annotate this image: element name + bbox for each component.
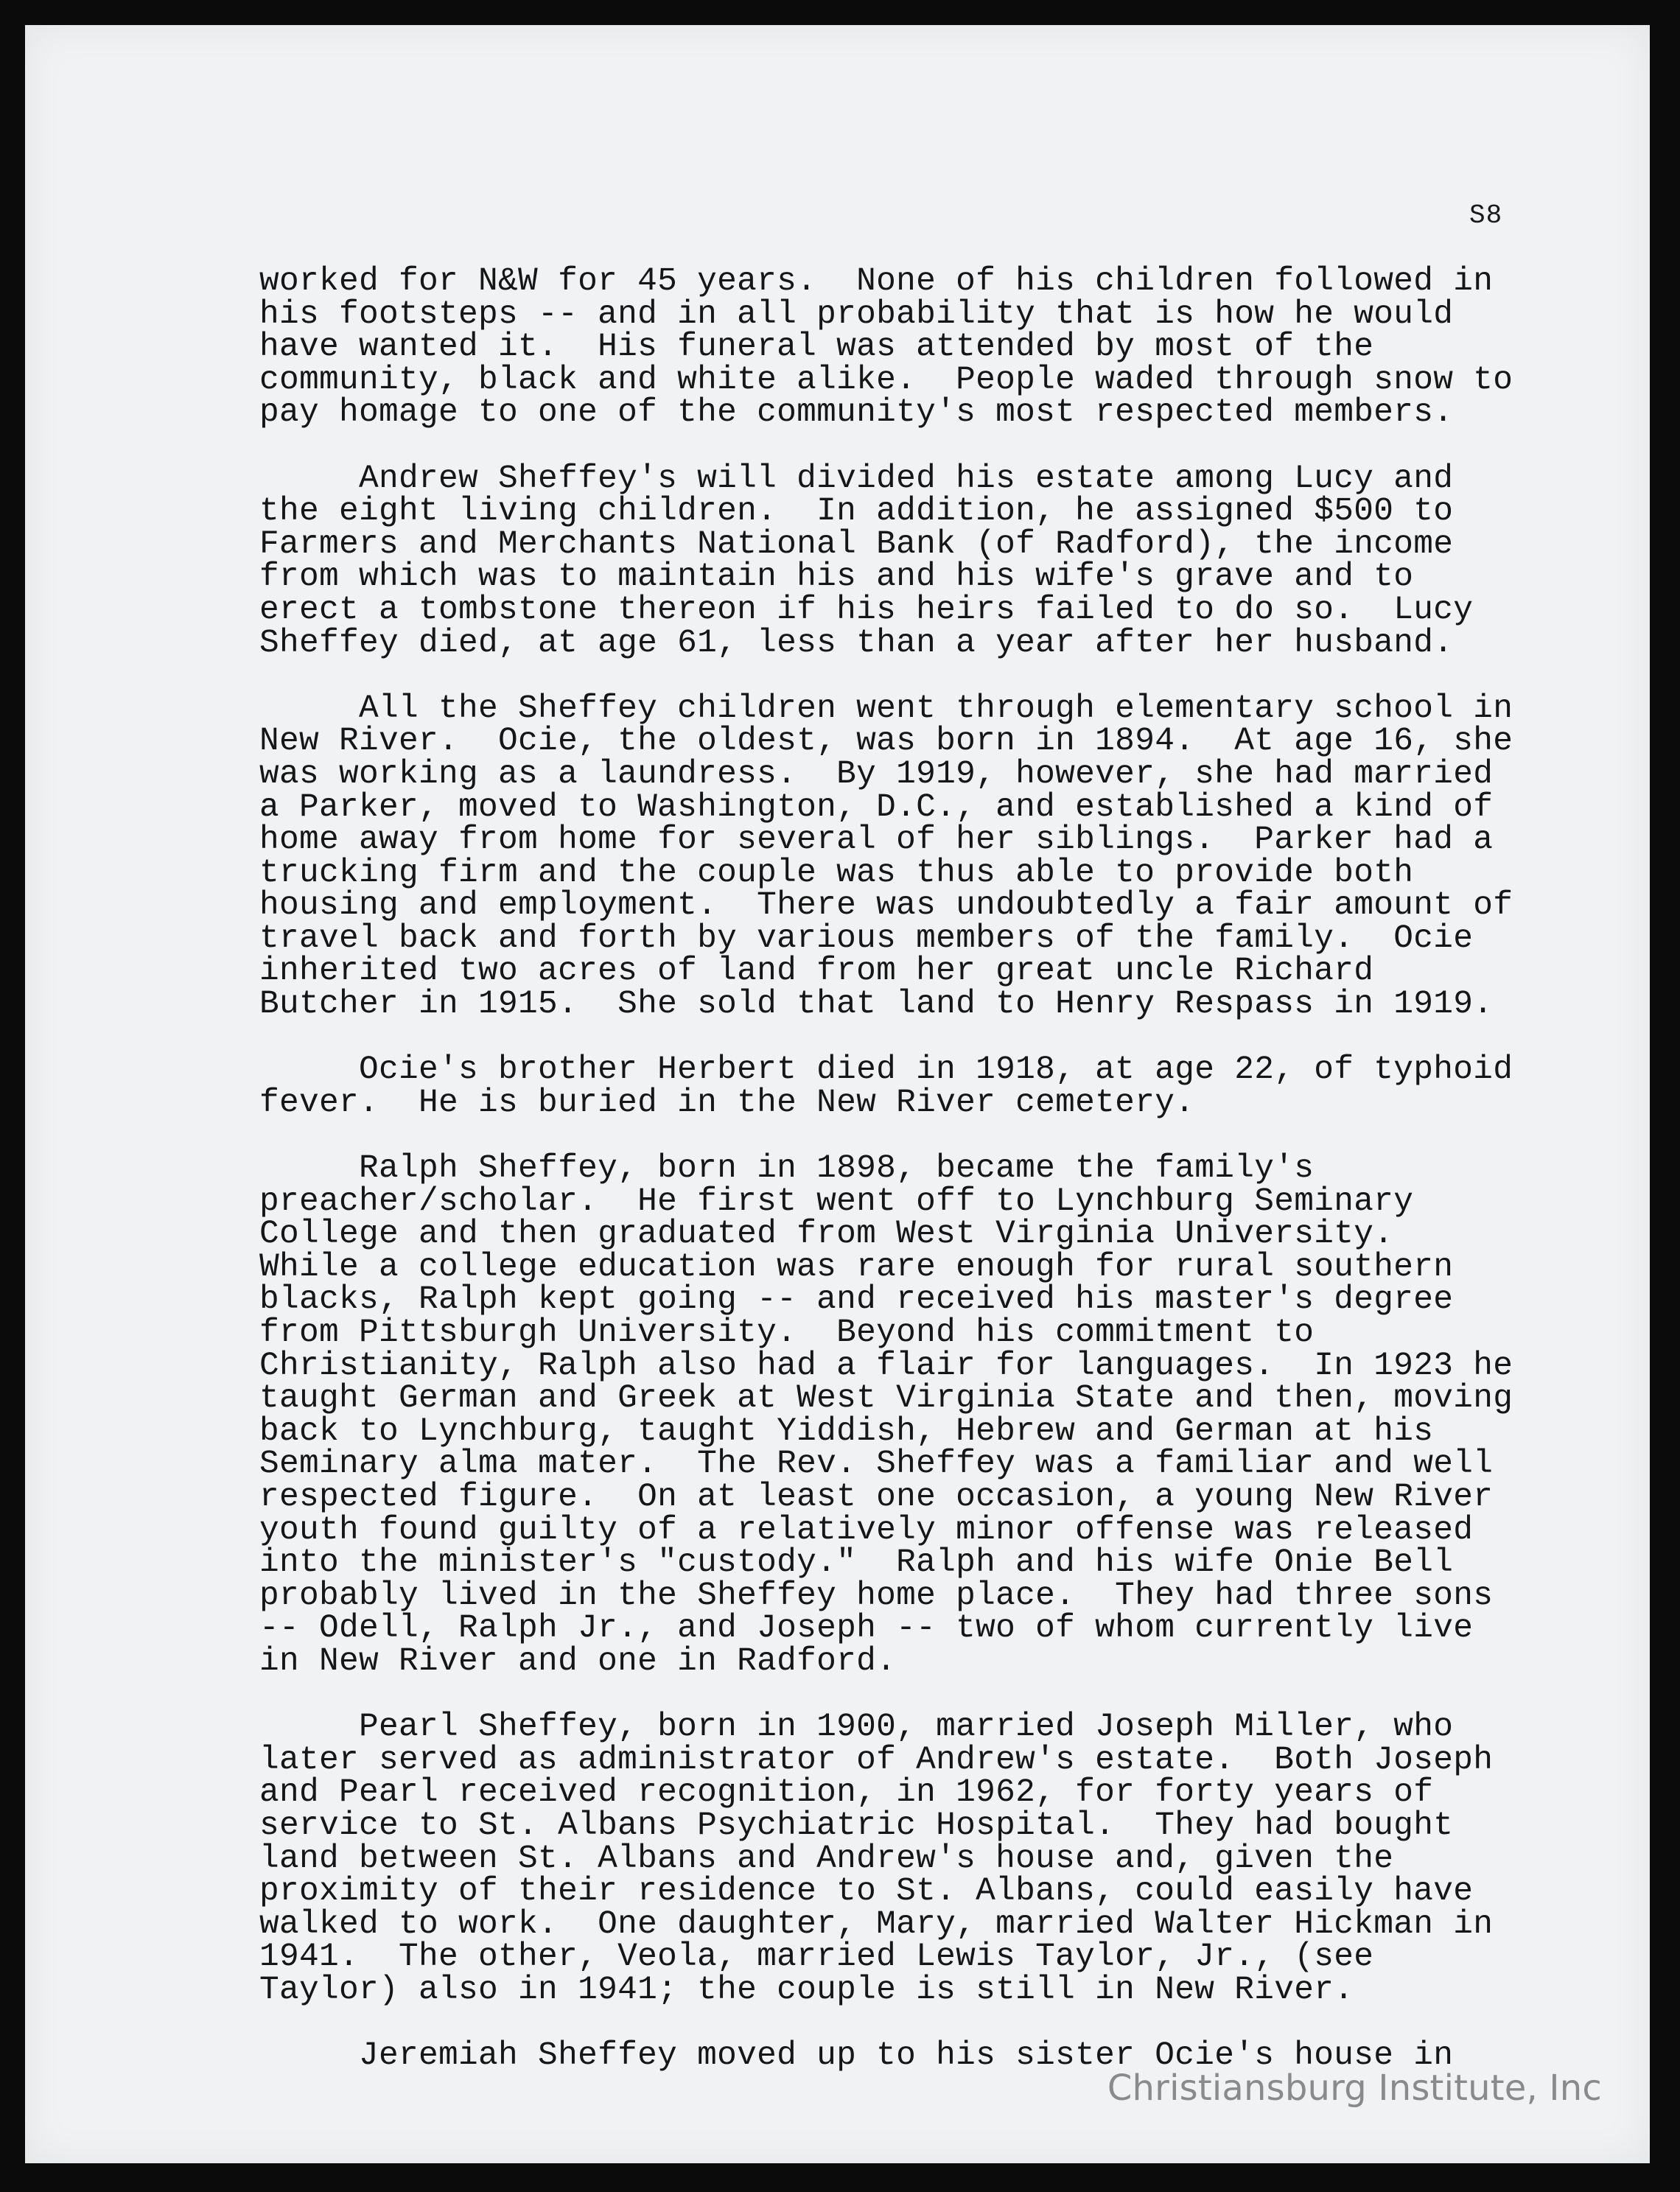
text-line: 1941. The other, Veola, married Lewis Taylor, Jr., (see	[259, 1939, 1374, 1976]
text-line: inherited two acres of land from her great uncle Richard	[259, 953, 1374, 990]
text-line: the eight living children. In addition, he assigned $500 to	[259, 493, 1454, 531]
text-line: Christianity, Ralph also had a flair for languages. In 1923 he	[259, 1347, 1513, 1384]
text-line: from Pittsburgh University. Beyond his commitment to	[259, 1314, 1315, 1351]
text-line: later served as administrator of Andrew's estate. Both Joseph	[259, 1741, 1494, 1779]
text-line: Taylor) also in 1941; the couple is still in New River.	[259, 1971, 1354, 2009]
page-number: S8	[1469, 200, 1503, 231]
text-line: worked for N&W for 45 years. None of his children followed in	[259, 263, 1494, 300]
text-line: from which was to maintain his and his wife's grave and to	[259, 558, 1414, 596]
typed-page	[25, 25, 1650, 2163]
text-line: into the minister's "custody." Ralph and his wife Onie Bell	[259, 1544, 1454, 1582]
text-line: Ocie's brother Herbert died in 1918, at age 22, of typhoid	[259, 1051, 1513, 1089]
text-line: probably lived in the Sheffey home place. They had three sons	[259, 1577, 1494, 1614]
paragraph	[259, 1709, 1527, 2009]
text-line: trucking firm and the couple was thus able to provide both	[259, 854, 1414, 892]
text-line: Jeremiah Sheffey moved up to his sister Ocie's house in	[259, 2037, 1454, 2075]
text-line: respected figure. On at least one occasion, a young New River	[259, 1478, 1494, 1516]
text-line: erect a tombstone thereon if his heirs failed to do so. Lucy	[259, 591, 1474, 628]
text-line: housing and employment. There was undoubtedly a fair amount of	[259, 887, 1513, 925]
text-line: Andrew Sheffey's will divided his estate among Lucy and	[259, 460, 1454, 497]
paragraph	[259, 460, 1527, 662]
paragraph	[259, 1152, 1527, 1678]
text-line: land between St. Albans and Andrew's house and, given the	[259, 1840, 1394, 1877]
text-line: community, black and white alike. People waded through snow to	[259, 361, 1513, 399]
text-line: and Pearl received recognition, in 1962, for forty years of	[259, 1774, 1434, 1812]
text-line: College and then graduated from West Virginia University.	[259, 1216, 1394, 1253]
text-line: a Parker, moved to Washington, D.C., and established a kind of	[259, 788, 1494, 826]
text-line: travel back and forth by various members of the family. Ocie	[259, 920, 1474, 957]
text-line: back to Lynchburg, taught Yiddish, Hebrew and German at his	[259, 1412, 1434, 1450]
text-line: his footsteps -- and in all probability that is how he would	[259, 295, 1454, 333]
text-line: walked to work. One daughter, Mary, married Walter Hickman in	[259, 1905, 1494, 1943]
text-line: New River. Ocie, the oldest, was born in 1894. At age 16, she	[259, 723, 1513, 760]
text-line: Seminary alma mater. The Rev. Sheffey was a familiar and well	[259, 1446, 1494, 1483]
text-line: Ralph Sheffey, born in 1898, became the family's	[259, 1150, 1315, 1188]
text-line: youth found guilty of a relatively minor offense was released	[259, 1511, 1474, 1549]
watermark: Christiansburg Institute, Inc	[1107, 2067, 1602, 2109]
paragraph	[259, 1051, 1527, 1121]
text-line: Farmers and Merchants National Bank (of Radford), the income	[259, 525, 1454, 563]
text-line: blacks, Ralph kept going -- and received his master's degree	[259, 1281, 1454, 1319]
text-line: pay homage to one of the community's most respected members.	[259, 394, 1454, 432]
body-text	[259, 265, 1527, 2105]
text-line: Sheffey died, at age 61, less than a year after her husband.	[259, 624, 1454, 662]
text-line: taught German and Greek at West Virginia State and then, moving	[259, 1380, 1513, 1418]
text-line: fever. He is buried in the New River cemetery.	[259, 1084, 1195, 1121]
text-line: -- Odell, Ralph Jr., and Joseph -- two of whom currently live	[259, 1610, 1474, 1647]
text-line: Butcher in 1915. She sold that land to Henry Respass in 1919.	[259, 986, 1494, 1023]
text-line: While a college education was rare enough for rural southern	[259, 1248, 1454, 1286]
text-line: service to St. Albans Psychiatric Hospital. They had bought	[259, 1807, 1454, 1844]
paragraph	[259, 265, 1527, 430]
text-line: Pearl Sheffey, born in 1900, married Joseph Miller, who	[259, 1709, 1454, 1746]
paragraph	[259, 690, 1527, 1023]
text-line: have wanted it. His funeral was attended by most of the	[259, 329, 1374, 366]
text-line: preacher/scholar. He first went off to Lynchburg Seminary	[259, 1183, 1414, 1220]
text-line: proximity of their residence to St. Albans, could easily have	[259, 1873, 1474, 1911]
text-line: in New River and one in Radford.	[259, 1642, 897, 1680]
text-line: All the Sheffey children went through elementary school in	[259, 690, 1513, 727]
text-line: was working as a laundress. By 1919, however, she had married	[259, 755, 1494, 793]
text-line: home away from home for several of her siblings. Parker had a	[259, 822, 1494, 859]
